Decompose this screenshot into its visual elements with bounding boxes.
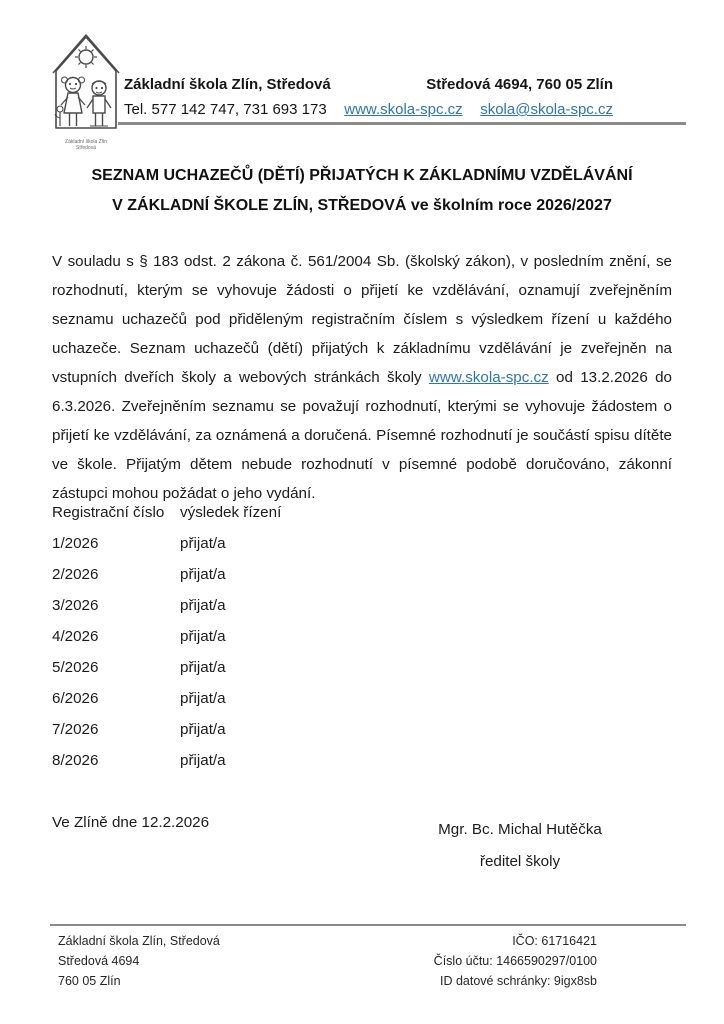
signature-role: ředitel školy xyxy=(479,853,561,870)
document-title xyxy=(0,161,724,221)
column-header-result: výsledek řízení xyxy=(180,504,282,521)
result-value: přijat/a xyxy=(180,690,226,707)
table-row xyxy=(52,597,372,628)
result-value: přijat/a xyxy=(180,597,226,614)
header-email-link[interactable]: skola@skola-spc.cz xyxy=(480,101,613,118)
table-row xyxy=(52,628,372,659)
column-header-registration: Registrační číslo xyxy=(52,504,165,521)
header-divider xyxy=(118,122,686,125)
header-address: Středová 4694, 760 05 Zlín xyxy=(426,76,613,93)
table-row xyxy=(52,752,372,783)
footer-ico: IČO: 61716421 xyxy=(512,934,597,948)
signature-block xyxy=(420,814,620,878)
header-website-link[interactable]: www.skola-spc.cz xyxy=(344,101,463,118)
result-value: přijat/a xyxy=(180,566,226,583)
table-row xyxy=(52,721,372,752)
registration-number: 7/2026 xyxy=(52,721,99,738)
school-logo-icon xyxy=(46,33,126,151)
footer-databox-id: ID datové schránky: 9igx8sb xyxy=(439,974,597,988)
registration-number: 4/2026 xyxy=(52,628,99,645)
body-paragraph xyxy=(52,247,672,508)
footer-left-block xyxy=(58,931,220,991)
table-row xyxy=(52,566,372,597)
footer-city: 760 05 Zlín xyxy=(58,974,121,988)
table-row xyxy=(52,659,372,690)
document-title-line1: SEZNAM UCHAZEČŮ (DĚTÍ) PŘIJATÝCH K ZÁKLADNÍMU VZDĚLÁVÁNÍ xyxy=(91,167,633,184)
header-phone: Tel. 577 142 747, 731 693 173 xyxy=(124,101,327,118)
document-title-line2: V ZÁKLADNÍ ŠKOLE ZLÍN, STŘEDOVÁ ve školním roce 2026/2027 xyxy=(112,197,612,214)
body-website-link[interactable]: www.skola-spc.cz xyxy=(428,369,549,386)
footer-school-name: Základní škola Zlín, Středová xyxy=(58,934,220,948)
registration-number: 3/2026 xyxy=(52,597,99,614)
footer-street: Středová 4694 xyxy=(58,954,140,968)
registration-number: 5/2026 xyxy=(52,659,99,676)
result-value: přijat/a xyxy=(180,752,226,769)
paragraph-text-before-link: V souladu s § 183 odst. 2 zákona č. 561/2004 Sb. (školský zákon), v posledním znění, se rozhodnutí, kterým se vyhovuje žádosti o přijetí ke vzdělávání, oznamují zveřejněním seznamu uchazečů pod přiděleným registračním číslem s výsledkem řízení u každého uchazeče. Seznam uchazečů (dětí) přijatých k základnímu vzdělávání je zveřejněn na vstupních dveřích školy a webových stránkách školy xyxy=(52,253,672,386)
results-table xyxy=(52,504,372,783)
signature-name: Mgr. Bc. Michal Hutěčka xyxy=(438,821,602,838)
registration-number: 6/2026 xyxy=(52,690,99,707)
result-value: přijat/a xyxy=(180,628,226,645)
table-row xyxy=(52,535,372,566)
registration-number: 8/2026 xyxy=(52,752,99,769)
table-header-row xyxy=(52,504,372,535)
result-value: přijat/a xyxy=(180,721,226,738)
registration-number: 1/2026 xyxy=(52,535,99,552)
signature-place-date: Ve Zlíně dne 12.2.2026 xyxy=(52,814,210,831)
registration-number: 2/2026 xyxy=(52,566,99,583)
result-value: přijat/a xyxy=(180,659,226,676)
footer-account-number: Číslo účtu: 1466590297/0100 xyxy=(433,954,597,968)
header-row-bottom xyxy=(124,101,613,118)
table-row xyxy=(52,690,372,721)
paragraph-text-after-link: od 13.2.2026 do 6.3.2026. Zveřejněním seznamu se považují rozhodnutí, kterými se vyhovuje žádostem o přijetí ke vzdělávání, za oznámená a doručená. Písemné rozhodnutí je součástí spisu dítěte ve škole. Přijatým dětem nebude rozhodnutí v písemné podobě doručováno, zákonní zástupci mohou požádat o jeho vydání. xyxy=(52,369,672,502)
footer-divider xyxy=(50,924,686,926)
header-row-top xyxy=(124,76,613,93)
result-value: přijat/a xyxy=(180,535,226,552)
logo-caption: Základní škola Zlín Středová xyxy=(65,139,107,151)
header-school-name: Základní škola Zlín, Středová xyxy=(124,76,331,93)
footer-right-block xyxy=(434,931,597,991)
